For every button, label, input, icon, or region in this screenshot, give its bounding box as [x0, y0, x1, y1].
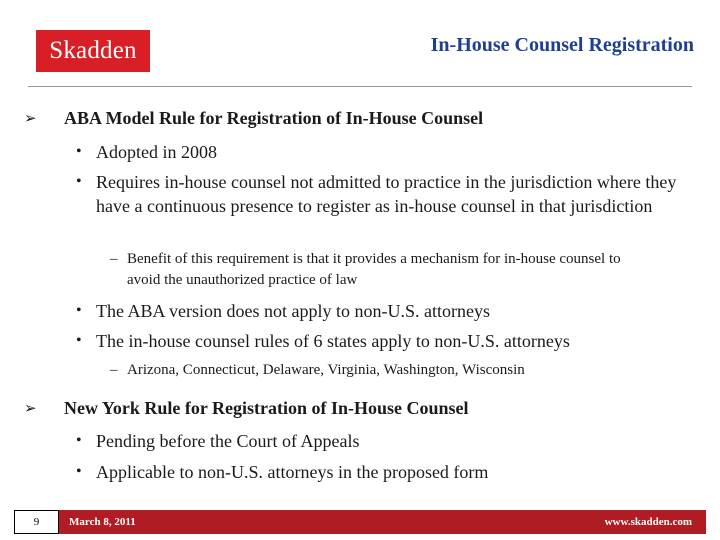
- arrow-bullet-icon: ➢: [24, 111, 37, 127]
- header-divider: [28, 86, 692, 87]
- dot-bullet-icon: •: [76, 302, 82, 319]
- arrow-bullet-icon: ➢: [24, 401, 37, 417]
- dash-bullet-icon: –: [110, 251, 118, 267]
- slide-title: In-House Counsel Registration: [430, 34, 694, 56]
- dot-bullet-icon: •: [76, 143, 82, 160]
- footer-website: www.skadden.com: [604, 516, 692, 528]
- dot-bullet-icon: •: [76, 332, 82, 349]
- page-number: 9: [14, 510, 59, 534]
- dot-bullet-icon: •: [76, 463, 82, 480]
- dot-bullet-icon: •: [76, 432, 82, 449]
- dot-bullet-icon: •: [76, 173, 82, 190]
- footer-bar: [14, 510, 706, 534]
- skadden-logo: Skadden: [36, 30, 150, 72]
- dash-bullet-icon: –: [110, 362, 118, 378]
- footer-date: March 8, 2011: [69, 516, 136, 528]
